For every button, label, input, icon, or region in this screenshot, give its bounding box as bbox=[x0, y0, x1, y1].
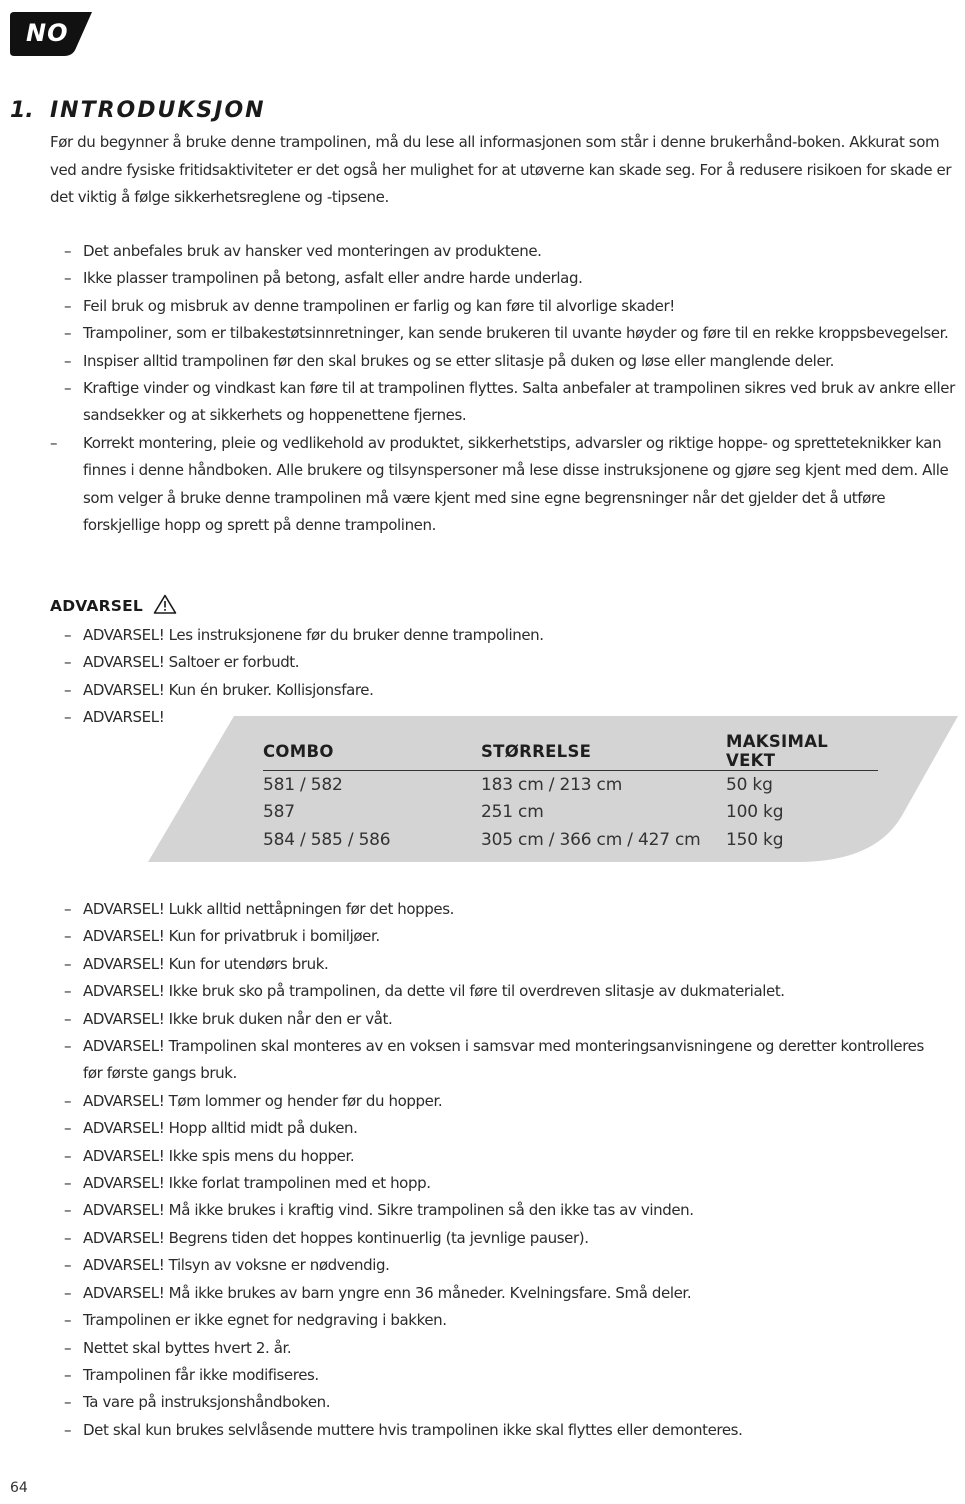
warning-title: ADVARSEL bbox=[50, 597, 143, 615]
table-cell: 100 kg bbox=[726, 802, 784, 823]
list-item: – Trampolinen får ikke modifiseres. bbox=[64, 1365, 319, 1384]
list-item: – Inspiser alltid trampolinen før den skal brukes og se etter slitasje på duken og løse eller manglende deler. bbox=[64, 351, 835, 370]
list-item: – ADVARSEL! Ikke bruk duken når den er våt. bbox=[64, 1009, 393, 1028]
safety-list bbox=[50, 238, 957, 539]
list-item: – ADVARSEL! Hopp alltid midt på duken. bbox=[64, 1119, 358, 1138]
list-item: – ADVARSEL! bbox=[64, 708, 165, 727]
list-item: – ADVARSEL! Kun for utendørs bruk. bbox=[64, 954, 329, 973]
column-header: COMBO bbox=[263, 732, 481, 771]
section-title: INTRODUKSJON bbox=[50, 98, 266, 123]
list-item: – Korrekt montering, pleie og vedlikehold av produktet, sikkerhetstips, advarsler og riktige hoppe- og spretteteknikker kan finnes i denne håndboken. Alle brukere og tilsynspersoner må lese disse instruksjonene og gjøre seg kjent med dem. Alle som velger å bruke denne trampolinen må være kjent med sine egne begrensninger når det gjelder det å utføre forskjellige hopp og sprett på denne trampolinen. bbox=[50, 433, 949, 535]
list-item: – ADVARSEL! Begrens tiden det hoppes kontinuerlig (ta jevnlige pauser). bbox=[64, 1228, 589, 1247]
section-number: 1. bbox=[10, 98, 34, 123]
column-header: STØRRELSE bbox=[481, 732, 726, 771]
table-cell: 581 / 582 bbox=[263, 774, 343, 795]
list-item: – ADVARSEL! Les instruksjonene før du bruker denne trampolinen. bbox=[64, 626, 544, 644]
table-cell: 251 cm bbox=[481, 802, 544, 823]
list-item: – Feil bruk og misbruk av denne trampolinen er farlig og kan føre til alvorlige skader! bbox=[64, 296, 675, 315]
list-item: – Trampoliner, som er tilbakestøtsinnretninger, kan sende brukeren til uvante høyder og føre til en rekke kroppsbevegelser. bbox=[64, 324, 949, 343]
list-item: – Ta vare på instruksjonshåndboken. bbox=[64, 1393, 331, 1412]
warning-triangle-icon bbox=[153, 594, 177, 614]
column-header: MAKSIMAL VEKT bbox=[726, 732, 878, 771]
list-item: – ADVARSEL! Kun én bruker. Kollisjonsfare. bbox=[64, 680, 374, 699]
table-cell: 150 kg bbox=[726, 829, 784, 850]
list-item: – Kraftige vinder og vindkast kan føre til at trampolinen flyttes. Salta anbefaler at trampolinen sikres ved bruk av ankre eller sandsekker og at sikkerhets og hoppenettene fjernes. bbox=[64, 379, 955, 425]
list-item: – ADVARSEL! Ikke spis mens du hopper. bbox=[64, 1146, 355, 1165]
weight-table-panel bbox=[148, 716, 958, 862]
list-item: – ADVARSEL! Ikke forlat trampolinen med et hopp. bbox=[64, 1174, 431, 1193]
table-cell: 587 bbox=[263, 802, 295, 823]
list-item: – ADVARSEL! Kun for privatbruk i bomiljøer. bbox=[64, 927, 380, 946]
language-badge bbox=[10, 12, 92, 56]
section-heading bbox=[10, 98, 266, 123]
table-row bbox=[263, 826, 878, 854]
table-row bbox=[263, 799, 878, 827]
list-item: – ADVARSEL! Må ikke brukes av barn yngre enn 36 måneder. Kvelningsfare. Små deler. bbox=[64, 1283, 692, 1302]
table-row bbox=[263, 771, 878, 799]
intro-paragraph: Før du begynner å bruke denne trampolinen, må du lese all informasjonen som står i denne brukerhånd-boken. Akkurat som ved andre fysiske fritidsaktiviteter er det også her mulighet for at utøverne kan skade seg. For å redusere risikoen for skade er det viktig å følge sikkerhetsreglene og -tipsene. bbox=[50, 133, 952, 206]
list-item: – ADVARSEL! Tøm lommer og hender før du hopper. bbox=[64, 1091, 443, 1110]
list-item: – Det anbefales bruk av hansker ved monteringen av produktene. bbox=[64, 242, 542, 260]
language-code: NO bbox=[26, 19, 69, 47]
list-item: – ADVARSEL! Lukk alltid nettåpningen før det hoppes. bbox=[64, 900, 455, 918]
table-header-row bbox=[263, 732, 878, 771]
table-cell: 584 / 585 / 586 bbox=[263, 829, 391, 850]
table-cell: 50 kg bbox=[726, 774, 773, 795]
warning-heading bbox=[50, 594, 177, 615]
list-item: – ADVARSEL! Tilsyn av voksne er nødvendig. bbox=[64, 1256, 390, 1275]
table-cell: 183 cm / 213 cm bbox=[481, 774, 623, 795]
weight-table bbox=[263, 732, 878, 854]
table-cell: 305 cm / 366 cm / 427 cm bbox=[481, 829, 701, 850]
warning-list-bottom bbox=[64, 896, 944, 1444]
page-number: 64 bbox=[10, 1480, 28, 1496]
list-item: – Nettet skal byttes hvert 2. år. bbox=[64, 1338, 292, 1357]
list-item: – ADVARSEL! Trampolinen skal monteres av en voksen i samsvar med monteringsanvisningene og deretter kontrolleres før første gangs bruk. bbox=[64, 1037, 924, 1083]
list-item: – ADVARSEL! Ikke bruk sko på trampolinen, da dette vil føre til overdreven slitasje av dukmaterialet. bbox=[64, 982, 785, 1001]
list-item: – ADVARSEL! Må ikke brukes i kraftig vind. Sikre trampolinen så den ikke tas av vinden. bbox=[64, 1201, 694, 1220]
list-item: – Det skal kun brukes selvlåsende muttere hvis trampolinen ikke skal flyttes eller demonteres. bbox=[64, 1420, 743, 1439]
list-item: – Trampolinen er ikke egnet for nedgraving i bakken. bbox=[64, 1311, 447, 1330]
list-item: – Ikke plasser trampolinen på betong, asfalt eller andre harde underlag. bbox=[64, 269, 583, 288]
list-item: – ADVARSEL! Saltoer er forbudt. bbox=[64, 653, 300, 672]
